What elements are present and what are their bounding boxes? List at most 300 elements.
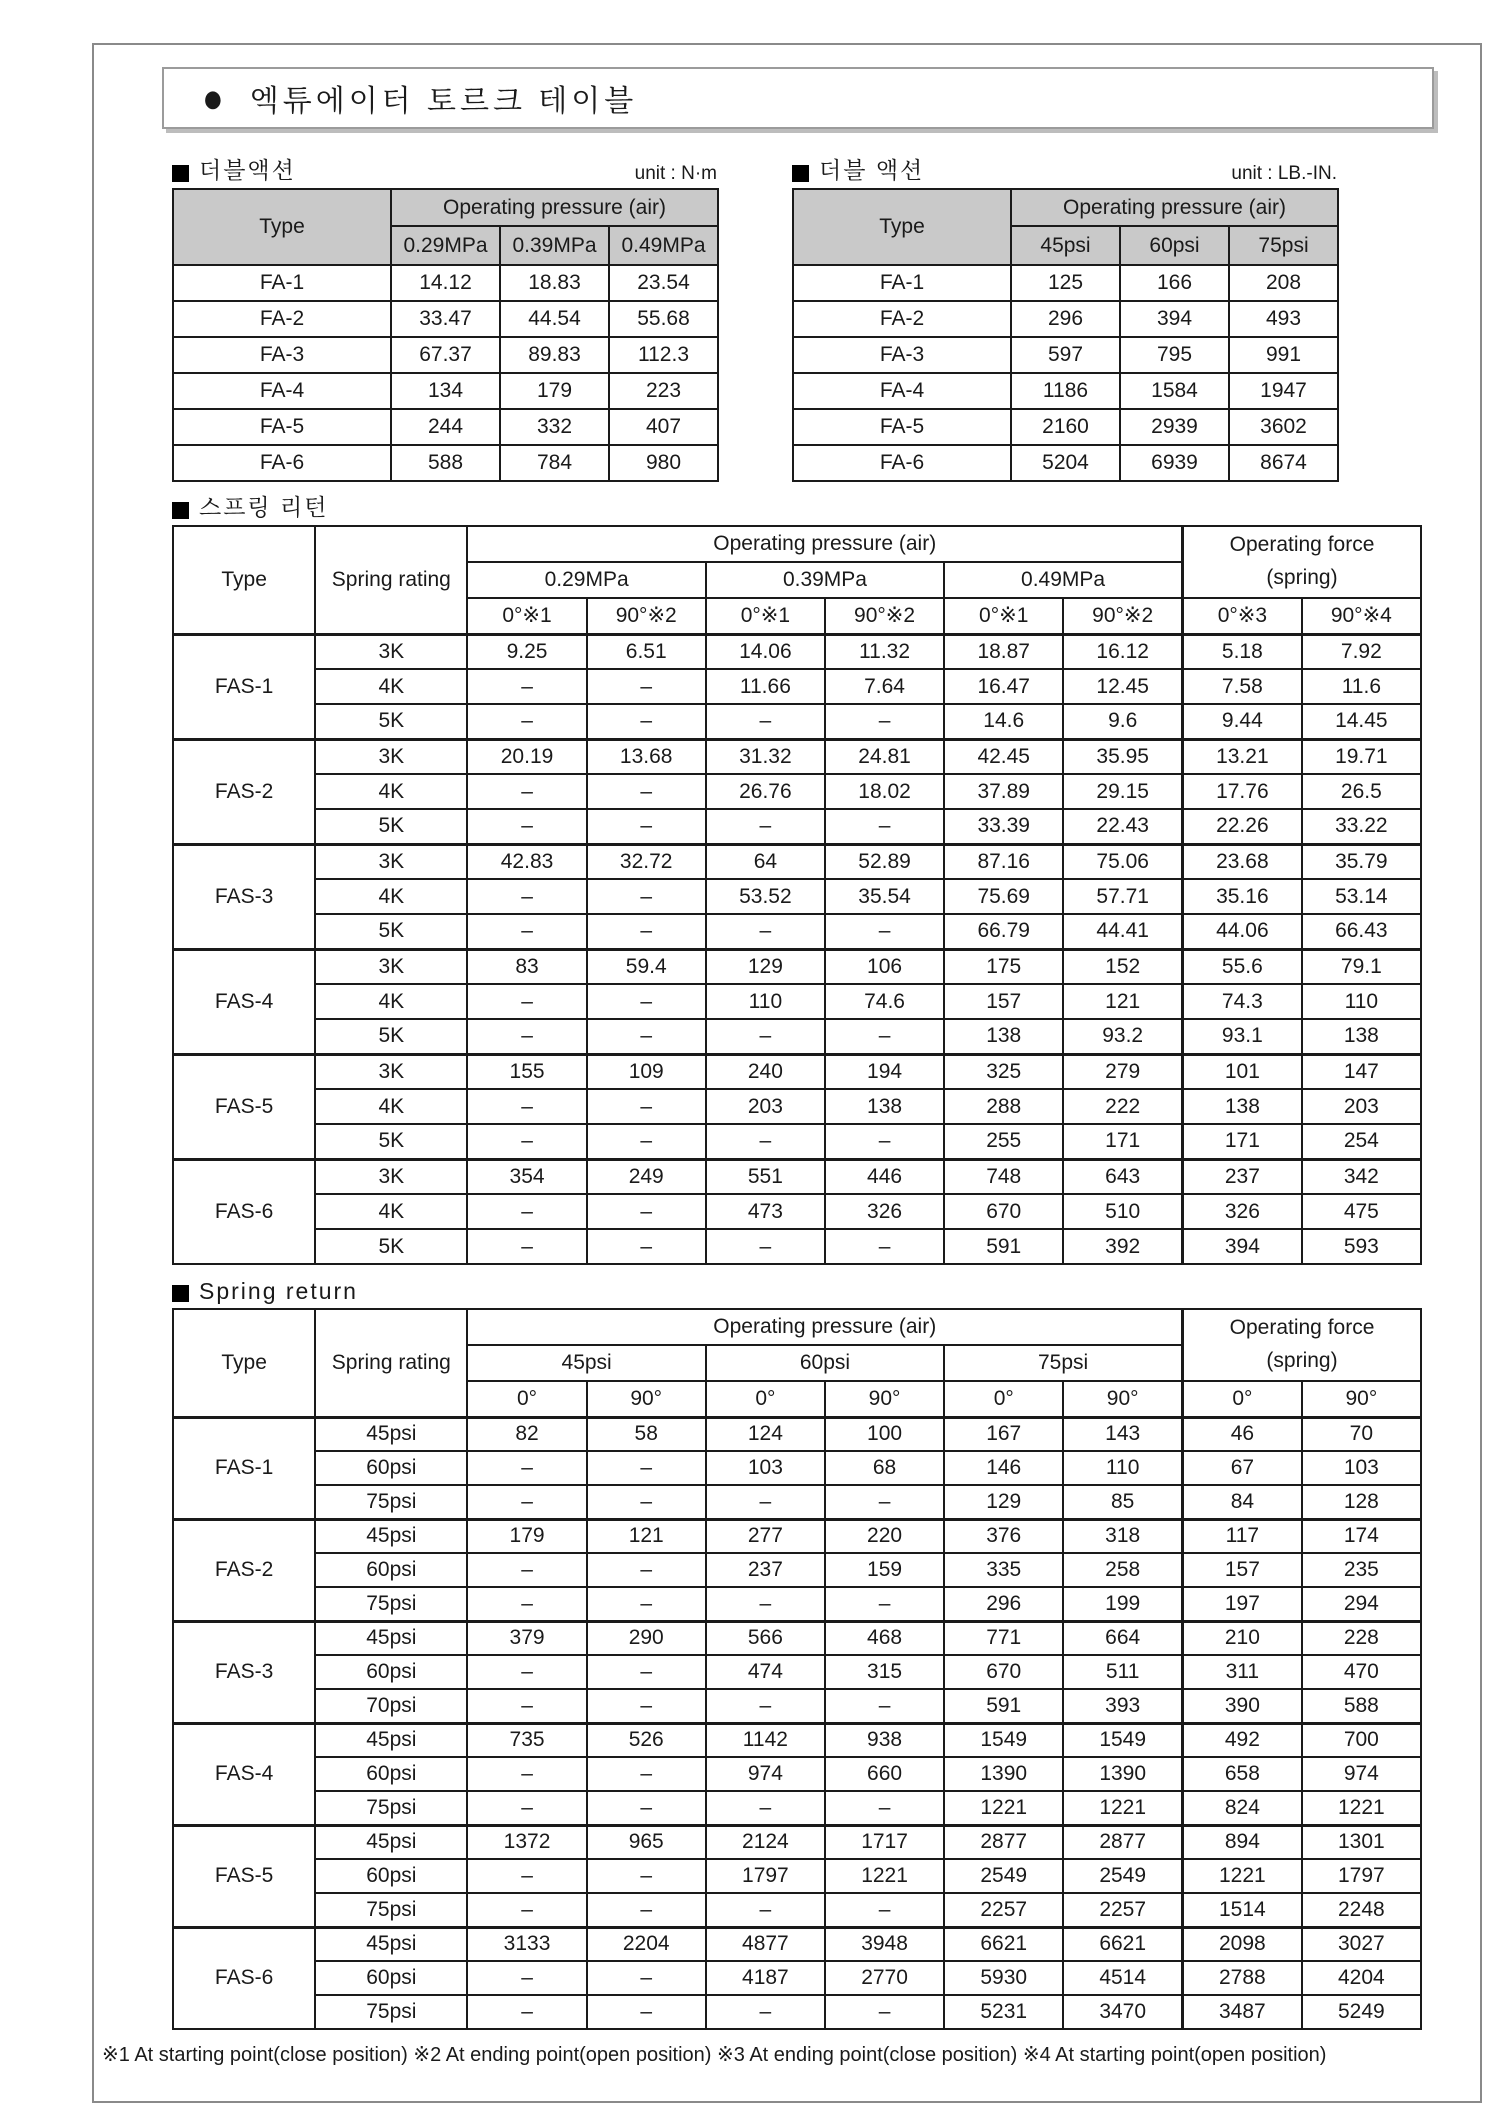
value-cell: 342 — [1302, 1159, 1421, 1194]
type-cell: FAS-4 — [173, 949, 315, 1054]
value-cell: 33.47 — [391, 301, 500, 337]
value-cell: 658 — [1183, 1757, 1302, 1791]
value-cell: 74.6 — [825, 984, 944, 1019]
table-row — [793, 445, 1338, 481]
col-header-angle: 0°※1 — [467, 598, 586, 634]
value-cell: – — [467, 1229, 586, 1264]
value-cell: – — [467, 809, 586, 844]
col-header-angle: 0°※1 — [944, 598, 1063, 634]
table-row — [173, 1229, 1421, 1264]
col-header-value: 0.39MPa — [500, 226, 609, 265]
section-header — [172, 492, 1422, 522]
value-cell: 31.32 — [706, 739, 825, 774]
value-cell: 2248 — [1302, 1893, 1421, 1927]
value-cell: 468 — [825, 1621, 944, 1655]
value-cell: 11.6 — [1302, 669, 1421, 704]
table-row — [173, 1927, 1421, 1961]
value-cell: 14.6 — [944, 704, 1063, 739]
value-cell: 155 — [467, 1054, 586, 1089]
table-row — [173, 1825, 1421, 1859]
col-header-pressure: Operating pressure (air) — [467, 1309, 1182, 1345]
page-title: 엑튜에이터 토르크 테이블 — [249, 85, 638, 118]
value-cell: 551 — [706, 1159, 825, 1194]
value-cell: 1549 — [944, 1723, 1063, 1757]
value-cell: 134 — [391, 373, 500, 409]
value-cell: 199 — [1063, 1587, 1182, 1621]
value-cell: 167 — [944, 1417, 1063, 1451]
value-cell: – — [587, 1893, 706, 1927]
value-cell: 84 — [1183, 1485, 1302, 1519]
table-row — [173, 337, 718, 373]
value-cell: 588 — [391, 445, 500, 481]
value-cell: – — [706, 1791, 825, 1825]
value-cell: 294 — [1302, 1587, 1421, 1621]
value-cell: – — [587, 1124, 706, 1159]
value-cell: 23.54 — [609, 265, 718, 301]
value-cell: 332 — [500, 409, 609, 445]
value-cell: – — [825, 914, 944, 949]
spring-rating-cell: 45psi — [315, 1621, 467, 1655]
value-cell: 129 — [706, 949, 825, 984]
value-cell: 46 — [1183, 1417, 1302, 1451]
value-cell: 26.5 — [1302, 774, 1421, 809]
value-cell: 1221 — [825, 1859, 944, 1893]
spring-return-lbin-block — [172, 1275, 1422, 2030]
table-header-row — [173, 526, 1421, 562]
value-cell: 390 — [1183, 1689, 1302, 1723]
value-cell: 4204 — [1302, 1961, 1421, 1995]
table-row — [173, 1485, 1421, 1519]
section-title: Spring return — [199, 1278, 358, 1304]
table-row — [173, 1791, 1421, 1825]
type-cell: FA-4 — [793, 373, 1011, 409]
value-cell: 3948 — [825, 1927, 944, 1961]
spring-rating-cell: 45psi — [315, 1825, 467, 1859]
value-cell: – — [587, 1089, 706, 1124]
value-cell: 152 — [1063, 949, 1182, 984]
value-cell: – — [467, 1995, 586, 2029]
table-row — [173, 1089, 1421, 1124]
value-cell: 446 — [825, 1159, 944, 1194]
table-row — [793, 337, 1338, 373]
value-cell: 2124 — [706, 1825, 825, 1859]
value-cell: 109 — [587, 1054, 706, 1089]
col-header-group: 0.39MPa — [706, 562, 944, 598]
value-cell: 5231 — [944, 1995, 1063, 2029]
spring-rating-cell: 3K — [315, 739, 467, 774]
value-cell: 58 — [587, 1417, 706, 1451]
value-cell: 12.45 — [1063, 669, 1182, 704]
value-cell: 18.02 — [825, 774, 944, 809]
value-cell: 748 — [944, 1159, 1063, 1194]
value-cell: 112.3 — [609, 337, 718, 373]
value-cell: 203 — [706, 1089, 825, 1124]
value-cell: – — [467, 1655, 586, 1689]
value-cell: 23.68 — [1183, 844, 1302, 879]
value-cell: 1797 — [706, 1859, 825, 1893]
type-cell: FAS-3 — [173, 844, 315, 949]
value-cell: 121 — [587, 1519, 706, 1553]
value-cell: – — [587, 669, 706, 704]
table-row — [173, 409, 718, 445]
col-header-angle: 90°※2 — [1063, 598, 1182, 634]
value-cell: 208 — [1229, 265, 1338, 301]
spring-rating-cell: 60psi — [315, 1961, 467, 1995]
value-cell: – — [825, 704, 944, 739]
spring-rating-cell: 75psi — [315, 1995, 467, 2029]
value-cell: – — [587, 1553, 706, 1587]
value-cell: – — [706, 1689, 825, 1723]
value-cell: 179 — [500, 373, 609, 409]
value-cell: 475 — [1302, 1194, 1421, 1229]
table-row — [173, 1757, 1421, 1791]
type-cell: FAS-2 — [173, 1519, 315, 1621]
col-header-angle: 90°※2 — [587, 598, 706, 634]
value-cell: 255 — [944, 1124, 1063, 1159]
col-header-group: 45psi — [467, 1345, 705, 1381]
value-cell: 35.95 — [1063, 739, 1182, 774]
value-cell: 13.21 — [1183, 739, 1302, 774]
type-cell: FA-4 — [173, 373, 391, 409]
col-header-angle: 0° — [1183, 1381, 1302, 1417]
spring-return-nm-table — [172, 525, 1422, 1265]
value-cell: 965 — [587, 1825, 706, 1859]
value-cell: 93.1 — [1183, 1019, 1302, 1054]
value-cell: 335 — [944, 1553, 1063, 1587]
section-header — [172, 1275, 1422, 1305]
value-cell: 1549 — [1063, 1723, 1182, 1757]
spring-rating-cell: 60psi — [315, 1859, 467, 1893]
value-cell: 100 — [825, 1417, 944, 1451]
value-cell: 138 — [1183, 1089, 1302, 1124]
force-label-line2: (spring) — [1266, 1349, 1338, 1372]
value-cell: 593 — [1302, 1229, 1421, 1264]
col-header-angle: 90° — [1302, 1381, 1421, 1417]
value-cell: 3470 — [1063, 1995, 1182, 2029]
table-row — [173, 1689, 1421, 1723]
value-cell: 510 — [1063, 1194, 1182, 1229]
value-cell: 492 — [1183, 1723, 1302, 1757]
value-cell: 5204 — [1011, 445, 1120, 481]
spring-rating-cell: 45psi — [315, 1417, 467, 1451]
value-cell: 117 — [1183, 1519, 1302, 1553]
value-cell: – — [706, 1893, 825, 1927]
value-cell: 22.26 — [1183, 809, 1302, 844]
value-cell: – — [587, 1019, 706, 1054]
value-cell: 174 — [1302, 1519, 1421, 1553]
value-cell: 66.43 — [1302, 914, 1421, 949]
value-cell: 19.71 — [1302, 739, 1421, 774]
section-title: 더블 액션 — [819, 157, 925, 183]
value-cell: 1372 — [467, 1825, 586, 1859]
value-cell: 79.1 — [1302, 949, 1421, 984]
section-header — [172, 155, 717, 185]
bullet-icon: ● — [202, 73, 224, 121]
value-cell: 121 — [1063, 984, 1182, 1019]
value-cell: – — [587, 1485, 706, 1519]
value-cell: 5249 — [1302, 1995, 1421, 2029]
value-cell: 784 — [500, 445, 609, 481]
value-cell: 42.45 — [944, 739, 1063, 774]
value-cell: 237 — [706, 1553, 825, 1587]
table-row — [173, 373, 718, 409]
value-cell: 110 — [1302, 984, 1421, 1019]
value-cell: 664 — [1063, 1621, 1182, 1655]
value-cell: 588 — [1302, 1689, 1421, 1723]
double-action-lbin-table — [792, 188, 1339, 482]
spring-rating-cell: 45psi — [315, 1519, 467, 1553]
value-cell: 24.81 — [825, 739, 944, 774]
value-cell: – — [587, 1859, 706, 1893]
value-cell: 6939 — [1120, 445, 1229, 481]
value-cell: 138 — [944, 1019, 1063, 1054]
type-cell: FAS-1 — [173, 634, 315, 739]
spring-rating-cell: 75psi — [315, 1791, 467, 1825]
value-cell: 795 — [1120, 337, 1229, 373]
value-cell: – — [587, 1655, 706, 1689]
force-label-line2: (spring) — [1266, 566, 1338, 589]
type-cell: FA-5 — [793, 409, 1011, 445]
value-cell: 2098 — [1183, 1927, 1302, 1961]
value-cell: 110 — [706, 984, 825, 1019]
value-cell: – — [587, 1961, 706, 1995]
type-cell: FA-3 — [793, 337, 1011, 373]
value-cell: 2788 — [1183, 1961, 1302, 1995]
spring-rating-cell: 60psi — [315, 1655, 467, 1689]
value-cell: 938 — [825, 1723, 944, 1757]
value-cell: – — [825, 1019, 944, 1054]
value-cell: 171 — [1063, 1124, 1182, 1159]
value-cell: – — [825, 1229, 944, 1264]
table-row — [173, 301, 718, 337]
table-row — [173, 1723, 1421, 1757]
value-cell: 42.83 — [467, 844, 586, 879]
table-row — [173, 634, 1421, 669]
value-cell: – — [825, 1485, 944, 1519]
value-cell: – — [706, 704, 825, 739]
value-cell: 1584 — [1120, 373, 1229, 409]
value-cell: 44.41 — [1063, 914, 1182, 949]
value-cell: 735 — [467, 1723, 586, 1757]
value-cell: 2877 — [944, 1825, 1063, 1859]
value-cell: 74.3 — [1183, 984, 1302, 1019]
value-cell: 194 — [825, 1054, 944, 1089]
value-cell: 44.06 — [1183, 914, 1302, 949]
spring-rating-cell: 5K — [315, 1229, 467, 1264]
spring-rating-cell: 75psi — [315, 1893, 467, 1927]
value-cell: 2204 — [587, 1927, 706, 1961]
col-header-angle: 90°※4 — [1302, 598, 1421, 634]
table-header-row — [173, 189, 718, 226]
value-cell: 68 — [825, 1451, 944, 1485]
value-cell: 526 — [587, 1723, 706, 1757]
value-cell: – — [587, 1995, 706, 2029]
value-cell: 11.66 — [706, 669, 825, 704]
value-cell: 66.79 — [944, 914, 1063, 949]
spring-rating-cell: 4K — [315, 1194, 467, 1229]
value-cell: 315 — [825, 1655, 944, 1689]
value-cell: 32.72 — [587, 844, 706, 879]
value-cell: – — [467, 1859, 586, 1893]
value-cell: – — [825, 1791, 944, 1825]
value-cell: 249 — [587, 1159, 706, 1194]
value-cell: 203 — [1302, 1089, 1421, 1124]
value-cell: 670 — [944, 1655, 1063, 1689]
value-cell: 14.12 — [391, 265, 500, 301]
table-row — [793, 409, 1338, 445]
value-cell: 35.79 — [1302, 844, 1421, 879]
type-cell: FAS-5 — [173, 1054, 315, 1159]
value-cell: 407 — [609, 409, 718, 445]
value-cell: – — [467, 1961, 586, 1995]
col-header-angle: 90° — [825, 1381, 944, 1417]
value-cell: 1221 — [1183, 1859, 1302, 1893]
value-cell: – — [587, 809, 706, 844]
value-cell: 87.16 — [944, 844, 1063, 879]
value-cell: 474 — [706, 1655, 825, 1689]
spring-rating-cell: 4K — [315, 1089, 467, 1124]
value-cell: 591 — [944, 1689, 1063, 1723]
value-cell: 1717 — [825, 1825, 944, 1859]
table-row — [173, 445, 718, 481]
value-cell: 2549 — [1063, 1859, 1182, 1893]
col-header-pressure: Operating pressure (air) — [1011, 189, 1338, 226]
value-cell: – — [467, 774, 586, 809]
value-cell: 197 — [1183, 1587, 1302, 1621]
col-header-type: Type — [793, 189, 1011, 265]
col-header-operating-force — [1183, 526, 1421, 598]
value-cell: 16.12 — [1063, 634, 1182, 669]
table-row — [173, 1519, 1421, 1553]
value-cell: 129 — [944, 1485, 1063, 1519]
col-header-angle: 90° — [1063, 1381, 1182, 1417]
force-label-line1: Operating force — [1229, 1316, 1375, 1340]
value-cell: 101 — [1183, 1054, 1302, 1089]
value-cell: 7.92 — [1302, 634, 1421, 669]
value-cell: 33.22 — [1302, 809, 1421, 844]
value-cell: 4187 — [706, 1961, 825, 1995]
spring-rating-cell: 75psi — [315, 1485, 467, 1519]
value-cell: – — [467, 1194, 586, 1229]
value-cell: 147 — [1302, 1054, 1421, 1089]
value-cell: – — [587, 1587, 706, 1621]
value-cell: 394 — [1120, 301, 1229, 337]
value-cell: 296 — [1011, 301, 1120, 337]
value-cell: 2770 — [825, 1961, 944, 1995]
value-cell: 1221 — [1063, 1791, 1182, 1825]
spring-rating-cell: 45psi — [315, 1927, 467, 1961]
value-cell: 511 — [1063, 1655, 1182, 1689]
value-cell: 4877 — [706, 1927, 825, 1961]
spring-rating-cell: 60psi — [315, 1553, 467, 1587]
unit-label: unit : LB.-IN. — [1231, 163, 1337, 184]
value-cell: 991 — [1229, 337, 1338, 373]
value-cell: – — [467, 669, 586, 704]
table-row — [173, 669, 1421, 704]
value-cell: 254 — [1302, 1124, 1421, 1159]
value-cell: 220 — [825, 1519, 944, 1553]
value-cell: 326 — [1183, 1194, 1302, 1229]
table-row — [173, 879, 1421, 914]
value-cell: 106 — [825, 949, 944, 984]
type-cell: FAS-6 — [173, 1927, 315, 2029]
col-header-angle: 0° — [944, 1381, 1063, 1417]
value-cell: 128 — [1302, 1485, 1421, 1519]
value-cell: 143 — [1063, 1417, 1182, 1451]
value-cell: 5.18 — [1183, 634, 1302, 669]
type-cell: FAS-2 — [173, 739, 315, 844]
value-cell: – — [467, 1553, 586, 1587]
value-cell: 55.6 — [1183, 949, 1302, 984]
value-cell: 326 — [825, 1194, 944, 1229]
table-row — [173, 774, 1421, 809]
value-cell: 64 — [706, 844, 825, 879]
page-title-box — [162, 67, 1434, 129]
value-cell: – — [587, 1689, 706, 1723]
value-cell: 89.83 — [500, 337, 609, 373]
type-cell: FAS-3 — [173, 1621, 315, 1723]
value-cell: 157 — [944, 984, 1063, 1019]
spring-rating-cell: 5K — [315, 1124, 467, 1159]
value-cell: 2549 — [944, 1859, 1063, 1893]
value-cell: – — [587, 914, 706, 949]
value-cell: 16.47 — [944, 669, 1063, 704]
value-cell: 17.76 — [1183, 774, 1302, 809]
value-cell: 824 — [1183, 1791, 1302, 1825]
spring-rating-cell: 75psi — [315, 1587, 467, 1621]
value-cell: 288 — [944, 1089, 1063, 1124]
col-header-angle: 0°※1 — [706, 598, 825, 634]
value-cell: – — [706, 1485, 825, 1519]
value-cell: 37.89 — [944, 774, 1063, 809]
col-header-angle: 0°※3 — [1183, 598, 1302, 634]
col-header-spring-rating: Spring rating — [315, 1309, 467, 1417]
value-cell: 1186 — [1011, 373, 1120, 409]
value-cell: 159 — [825, 1553, 944, 1587]
value-cell: 7.64 — [825, 669, 944, 704]
value-cell: – — [467, 1689, 586, 1723]
table-row — [173, 265, 718, 301]
value-cell: 52.89 — [825, 844, 944, 879]
value-cell: 1301 — [1302, 1825, 1421, 1859]
col-header-pressure: Operating pressure (air) — [391, 189, 718, 226]
page-frame — [92, 43, 1482, 2103]
value-cell: 597 — [1011, 337, 1120, 373]
type-cell: FA-6 — [793, 445, 1011, 481]
value-cell: 240 — [706, 1054, 825, 1089]
value-cell: 138 — [1302, 1019, 1421, 1054]
value-cell: 166 — [1120, 265, 1229, 301]
type-cell: FAS-4 — [173, 1723, 315, 1825]
col-header-value: 75psi — [1229, 226, 1338, 265]
value-cell: 35.54 — [825, 879, 944, 914]
spring-rating-cell: 3K — [315, 844, 467, 879]
value-cell: – — [825, 1893, 944, 1927]
col-header-angle: 90° — [587, 1381, 706, 1417]
value-cell: 13.68 — [587, 739, 706, 774]
value-cell: 2877 — [1063, 1825, 1182, 1859]
spring-rating-cell: 5K — [315, 704, 467, 739]
value-cell: 591 — [944, 1229, 1063, 1264]
value-cell: 53.14 — [1302, 879, 1421, 914]
value-cell: 223 — [609, 373, 718, 409]
spring-rating-cell: 4K — [315, 669, 467, 704]
value-cell: – — [467, 1791, 586, 1825]
table-row — [173, 1054, 1421, 1089]
col-header-group: 60psi — [706, 1345, 944, 1381]
value-cell: 2257 — [1063, 1893, 1182, 1927]
value-cell: 3602 — [1229, 409, 1338, 445]
